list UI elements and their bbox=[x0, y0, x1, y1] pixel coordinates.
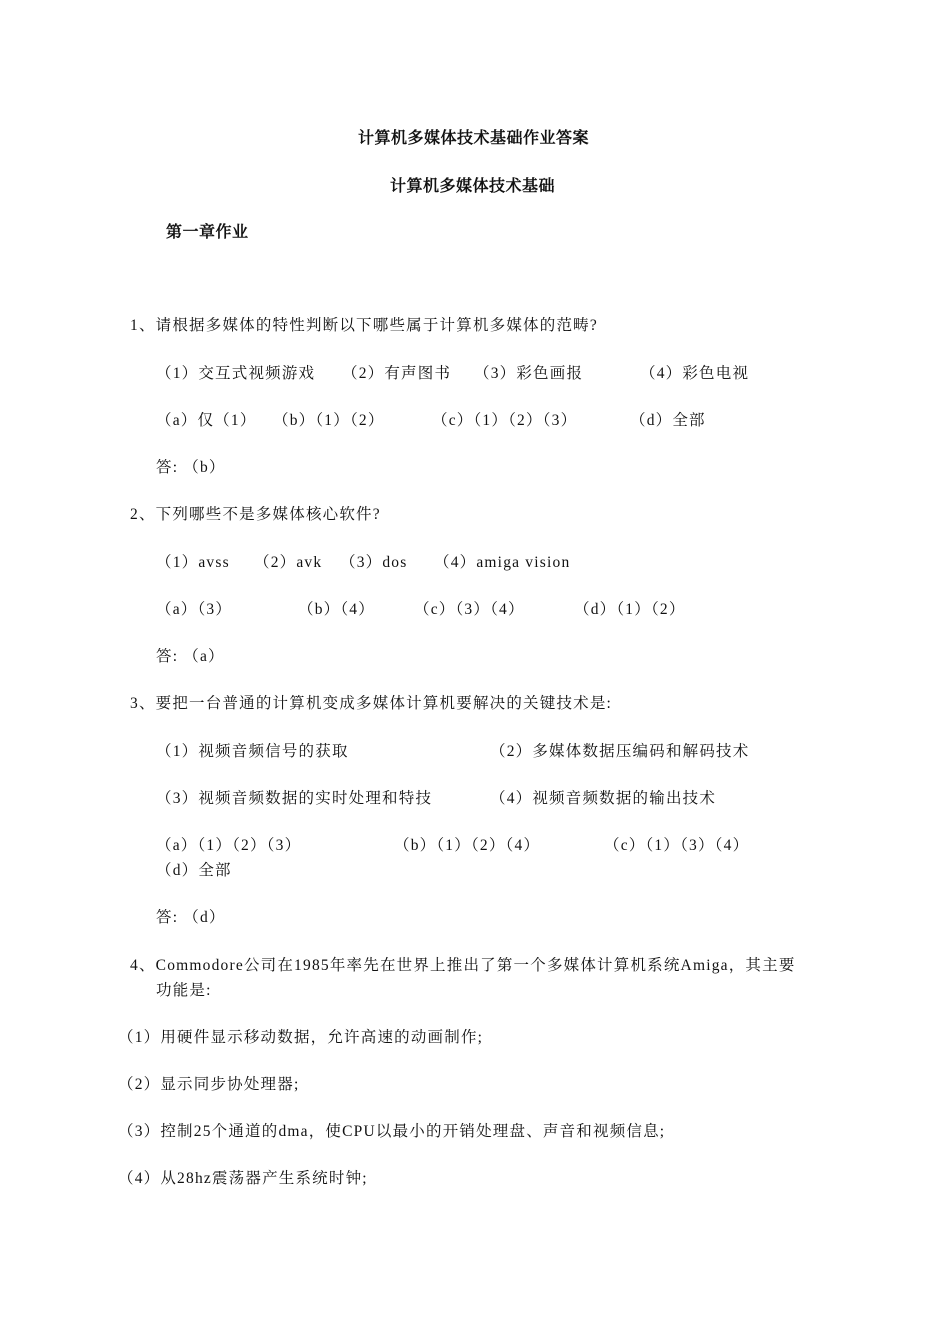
q2-item-1: （1）avss bbox=[156, 554, 230, 571]
q3-item-2: （2）多媒体数据压编码和解码技术 bbox=[490, 743, 750, 760]
q3-item-1: （1）视频音频信号的获取 bbox=[156, 743, 349, 760]
question-4-text-line-1: 4、Commodore公司在1985年率先在世界上推出了第一个多媒体计算机系统Amiga，其主要 bbox=[130, 957, 796, 974]
question-4-text-line-2: 功能是: bbox=[156, 982, 212, 999]
q1-choice-b: （b）（1）（2） bbox=[273, 412, 385, 429]
q2-item-2: （2）avk bbox=[254, 554, 323, 571]
q2-item-4: （4）amiga vision bbox=[434, 554, 571, 571]
q1-choice-c: （c）（1）（2）（3） bbox=[432, 412, 578, 429]
q3-answer: 答: （d） bbox=[156, 909, 226, 926]
q4-item-2: （2）显示同步协处理器; bbox=[118, 1076, 300, 1093]
q2-answer: 答: （a） bbox=[156, 648, 225, 665]
q4-item-4: （4）从28hz震荡器产生系统时钟; bbox=[118, 1170, 368, 1187]
q2-choice-d: （d）（1）（2） bbox=[574, 601, 686, 618]
question-1-text: 1、请根据多媒体的特性判断以下哪些属于计算机多媒体的范畴? bbox=[130, 317, 598, 334]
q1-item-1: （1）交互式视频游戏 bbox=[156, 365, 316, 382]
q3-item-4: （4）视频音频数据的输出技术 bbox=[490, 790, 717, 807]
q4-item-1: （1）用硬件显示移动数据，允许高速的动画制作; bbox=[118, 1029, 484, 1046]
q4-item-3: （3）控制25个通道的dma，使CPU以最小的开销处理盘、声音和视频信息; bbox=[118, 1123, 666, 1140]
q1-choice-a: （a）仅（1） bbox=[156, 412, 257, 429]
q3-choice-c: （c）（1）（3）（4） bbox=[604, 837, 750, 854]
document-title: 计算机多媒体技术基础作业答案 bbox=[358, 128, 590, 147]
q2-choice-b: （b）（4） bbox=[298, 601, 375, 618]
q1-answer: 答: （b） bbox=[156, 459, 226, 476]
chapter-heading: 第一章作业 bbox=[166, 222, 249, 241]
q1-item-2: （2）有声图书 bbox=[342, 365, 452, 382]
q2-choice-c: （c）（3）（4） bbox=[414, 601, 525, 618]
question-3-text: 3、要把一台普通的计算机变成多媒体计算机要解决的关键技术是: bbox=[130, 695, 613, 712]
q1-item-3: （3）彩色画报 bbox=[474, 365, 584, 382]
document-subtitle: 计算机多媒体技术基础 bbox=[390, 176, 556, 195]
q1-choice-d: （d）全部 bbox=[630, 412, 706, 429]
question-2-text: 2、下列哪些不是多媒体核心软件? bbox=[130, 506, 381, 523]
q3-item-3: （3）视频音频数据的实时处理和特技 bbox=[156, 790, 433, 807]
q2-item-3: （3）dos bbox=[340, 554, 408, 571]
q3-choice-b: （b）（1）（2）（4） bbox=[394, 837, 541, 854]
q3-choice-d: （d）全部 bbox=[156, 862, 232, 879]
q3-choice-a: （a）（1）（2）（3） bbox=[156, 837, 302, 854]
q1-item-4: （4）彩色电视 bbox=[640, 365, 750, 382]
q2-choice-a: （a）（3） bbox=[156, 601, 233, 618]
